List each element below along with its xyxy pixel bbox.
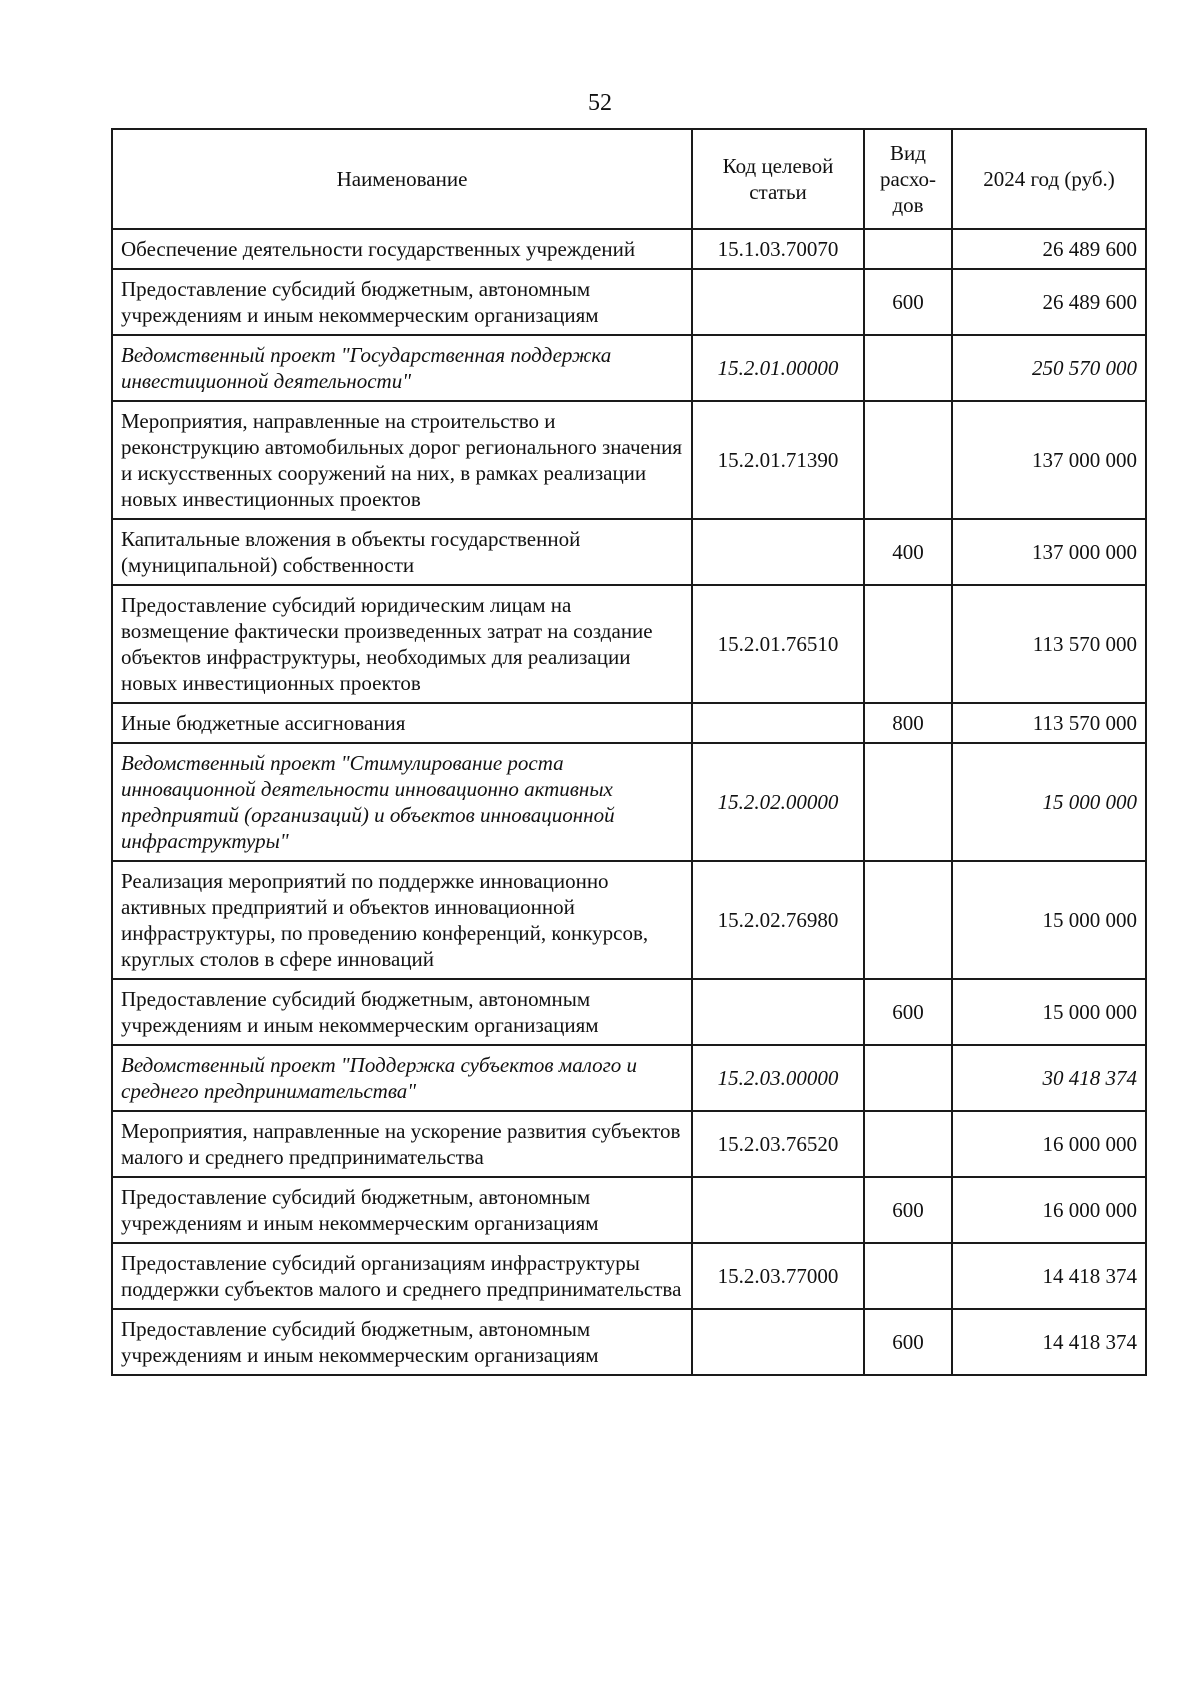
cell-amount: 26 489 600 <box>952 229 1146 269</box>
table-row <box>112 1177 1146 1243</box>
cell-name: Ведомственный проект "Стимулирование роста инновационной деятельности инновационно активных предприятий (организаций) и объектов инновационной инфраструктуры" <box>112 743 692 861</box>
cell-name: Реализация мероприятий по поддержке инновационно активных предприятий и объектов инновационной инфраструктуры, по проведению конференций, конкурсов, круглых столов в сфере инноваций <box>112 861 692 979</box>
cell-code <box>692 703 864 743</box>
header-code: Код целевой статьи <box>692 129 864 229</box>
cell-amount: 16 000 000 <box>952 1111 1146 1177</box>
table-header-row <box>112 129 1146 229</box>
table-row <box>112 519 1146 585</box>
cell-kind: 600 <box>864 269 952 335</box>
table-row <box>112 1309 1146 1375</box>
budget-table <box>111 128 1147 1376</box>
table-row <box>112 401 1146 519</box>
cell-name: Предоставление субсидий организациям инфраструктуры поддержки субъектов малого и среднего предпринимательства <box>112 1243 692 1309</box>
table-row <box>112 861 1146 979</box>
cell-name: Обеспечение деятельности государственных учреждений <box>112 229 692 269</box>
cell-code: 15.2.01.76510 <box>692 585 864 703</box>
cell-code <box>692 979 864 1045</box>
cell-kind: 400 <box>864 519 952 585</box>
cell-code <box>692 1177 864 1243</box>
cell-kind <box>864 1243 952 1309</box>
header-kind: Вид расхо-дов <box>864 129 952 229</box>
cell-amount: 15 000 000 <box>952 979 1146 1045</box>
cell-name: Предоставление субсидий бюджетным, автономным учреждениям и иным некоммерческим организациям <box>112 1177 692 1243</box>
cell-name: Предоставление субсидий бюджетным, автономным учреждениям и иным некоммерческим организациям <box>112 979 692 1045</box>
cell-name: Предоставление субсидий бюджетным, автономным учреждениям и иным некоммерческим организациям <box>112 1309 692 1375</box>
cell-amount: 113 570 000 <box>952 703 1146 743</box>
cell-kind: 600 <box>864 1309 952 1375</box>
cell-name: Предоставление субсидий бюджетным, автономным учреждениям и иным некоммерческим организациям <box>112 269 692 335</box>
cell-kind <box>864 401 952 519</box>
table-row <box>112 703 1146 743</box>
table-row <box>112 269 1146 335</box>
cell-code: 15.2.01.00000 <box>692 335 864 401</box>
cell-code: 15.2.03.00000 <box>692 1045 864 1111</box>
cell-kind: 600 <box>864 1177 952 1243</box>
table-row <box>112 1045 1146 1111</box>
page-number: 52 <box>588 90 612 116</box>
cell-code <box>692 519 864 585</box>
cell-amount: 30 418 374 <box>952 1045 1146 1111</box>
cell-name: Мероприятия, направленные на ускорение развития субъектов малого и среднего предпринимательства <box>112 1111 692 1177</box>
table-row <box>112 1111 1146 1177</box>
cell-amount: 14 418 374 <box>952 1243 1146 1309</box>
header-amount: 2024 год (руб.) <box>952 129 1146 229</box>
cell-kind: 600 <box>864 979 952 1045</box>
cell-kind <box>864 1111 952 1177</box>
table-row <box>112 1243 1146 1309</box>
cell-code: 15.2.02.76980 <box>692 861 864 979</box>
cell-code <box>692 1309 864 1375</box>
cell-amount: 113 570 000 <box>952 585 1146 703</box>
cell-kind: 800 <box>864 703 952 743</box>
cell-code <box>692 269 864 335</box>
table-row <box>112 743 1146 861</box>
cell-amount: 26 489 600 <box>952 269 1146 335</box>
cell-code: 15.2.01.71390 <box>692 401 864 519</box>
cell-code: 15.2.03.76520 <box>692 1111 864 1177</box>
cell-name: Ведомственный проект "Государственная поддержка инвестиционной деятельности" <box>112 335 692 401</box>
cell-name: Ведомственный проект "Поддержка субъектов малого и среднего предпринимательства" <box>112 1045 692 1111</box>
header-name: Наименование <box>112 129 692 229</box>
table-body <box>112 229 1146 1375</box>
cell-kind <box>864 229 952 269</box>
cell-amount: 15 000 000 <box>952 861 1146 979</box>
cell-amount: 14 418 374 <box>952 1309 1146 1375</box>
cell-kind <box>864 1045 952 1111</box>
cell-amount: 250 570 000 <box>952 335 1146 401</box>
table-row <box>112 229 1146 269</box>
cell-amount: 15 000 000 <box>952 743 1146 861</box>
cell-kind <box>864 335 952 401</box>
cell-name: Мероприятия, направленные на строительство и реконструкцию автомобильных дорог регионального значения и искусственных сооружений на них, в рамках реализации новых инвестиционных проектов <box>112 401 692 519</box>
cell-code: 15.2.03.77000 <box>692 1243 864 1309</box>
cell-name: Капитальные вложения в объекты государственной (муниципальной) собственности <box>112 519 692 585</box>
cell-code: 15.1.03.70070 <box>692 229 864 269</box>
cell-name: Предоставление субсидий юридическим лицам на возмещение фактически произведенных затрат на создание объектов инфраструктуры, необходимых для реализации новых инвестиционных проектов <box>112 585 692 703</box>
cell-amount: 16 000 000 <box>952 1177 1146 1243</box>
cell-amount: 137 000 000 <box>952 401 1146 519</box>
table-row <box>112 335 1146 401</box>
cell-kind <box>864 585 952 703</box>
cell-kind <box>864 861 952 979</box>
cell-code: 15.2.02.00000 <box>692 743 864 861</box>
cell-name: Иные бюджетные ассигнования <box>112 703 692 743</box>
cell-amount: 137 000 000 <box>952 519 1146 585</box>
table-row <box>112 979 1146 1045</box>
cell-kind <box>864 743 952 861</box>
table-row <box>112 585 1146 703</box>
